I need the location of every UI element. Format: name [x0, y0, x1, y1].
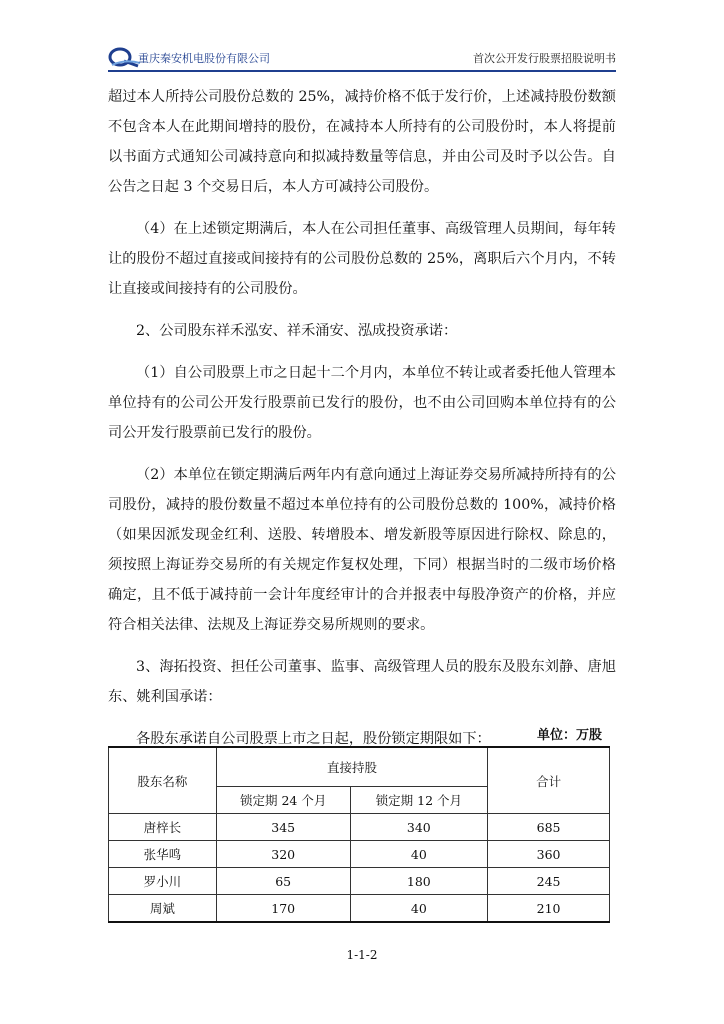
cell-name: 唐梓长 — [109, 814, 217, 841]
table-row — [109, 814, 610, 841]
cell-name: 周斌 — [109, 895, 217, 923]
header-lock-12: 锁定期 12 个月 — [350, 787, 488, 814]
paragraph: 超过本人所持公司股份总数的 25%，减持价格不低于发行价，上述减持股份数额不包含本人在此期间增持的股份，在减持本人所持有的公司股份时，本人将提前以书面方式通知公司减持意向和拟减持数量等信息，并由公司及时予以公告。自公告之日起 3 个交易日后，本人方可减持公司股份。 — [108, 89, 616, 195]
cell-total: 245 — [488, 868, 610, 895]
cell-name: 张华鸣 — [109, 841, 217, 868]
cell-lock24: 65 — [216, 868, 350, 895]
header-direct-holding: 直接持股 — [216, 747, 487, 787]
header-shareholder-name: 股东名称 — [109, 747, 217, 814]
cell-lock24: 320 — [216, 841, 350, 868]
table-row — [109, 895, 610, 923]
document-body — [108, 82, 616, 754]
page-header — [108, 44, 616, 72]
cell-lock12: 340 — [350, 814, 488, 841]
cell-total: 360 — [488, 841, 610, 868]
cell-lock12: 180 — [350, 868, 488, 895]
header-total: 合计 — [488, 747, 610, 814]
cell-lock24: 345 — [216, 814, 350, 841]
header-lock-24: 锁定期 24 个月 — [216, 787, 350, 814]
lockup-table — [108, 746, 610, 923]
company-name: 重庆秦安机电股份有限公司 — [138, 52, 270, 65]
cell-total: 210 — [488, 895, 610, 923]
section-heading: 2、公司股东祥禾泓安、祥禾涌安、泓成投资承诺： — [136, 323, 458, 339]
cell-lock12: 40 — [350, 841, 488, 868]
table-row — [109, 841, 610, 868]
cell-lock24: 170 — [216, 895, 350, 923]
paragraph: （2）本单位在锁定期满后两年内有意向通过上海证券交易所减持所持有的公司股份，减持的股份数量不超过本单位持有的公司股份总数的 100%，减持价格（如果因派发现金红利、送股、转增股本、增发新股等原因进行除权、除息的，须按照上海证券交易所的有关规定作复权处理，下同）根据当时的二级市场价格确定，且不低于减持前一会计年度经审计的合并报表中每股净资产的价格，并应符合相关法律、法规及上海证券交易所规则的要求。 — [108, 467, 616, 633]
paragraph: （1）自公司股票上市之日起十二个月内，本单位不转让或者委托他人管理本单位持有的公司公开发行股票前已发行的股份，也不由公司回购本单位持有的公司公开发行股票前已发行的股份。 — [108, 365, 616, 441]
page-number: 1-1-2 — [346, 948, 378, 962]
table-unit-label: 单位：万股 — [536, 728, 602, 743]
section-heading: 3、海拓投资、担任公司董事、监事、高级管理人员的股东及股东刘静、唐旭东、姚利国承诺： — [108, 659, 616, 705]
cell-name: 罗小川 — [109, 868, 217, 895]
paragraph: 各股东承诺自公司股票上市之日起，股份锁定期限如下： — [136, 731, 491, 747]
table-row — [109, 868, 610, 895]
document-title: 首次公开发行股票招股说明书 — [473, 52, 616, 65]
cell-lock12: 40 — [350, 895, 488, 923]
company-logo-icon — [108, 46, 142, 68]
paragraph: （4）在上述锁定期满后，本人在公司担任董事、高级管理人员期间，每年转让的股份不超过直接或间接持有的公司股份总数的 25%，离职后六个月内，不转让直接或间接持有的公司股份。 — [108, 221, 616, 297]
cell-total: 685 — [488, 814, 610, 841]
